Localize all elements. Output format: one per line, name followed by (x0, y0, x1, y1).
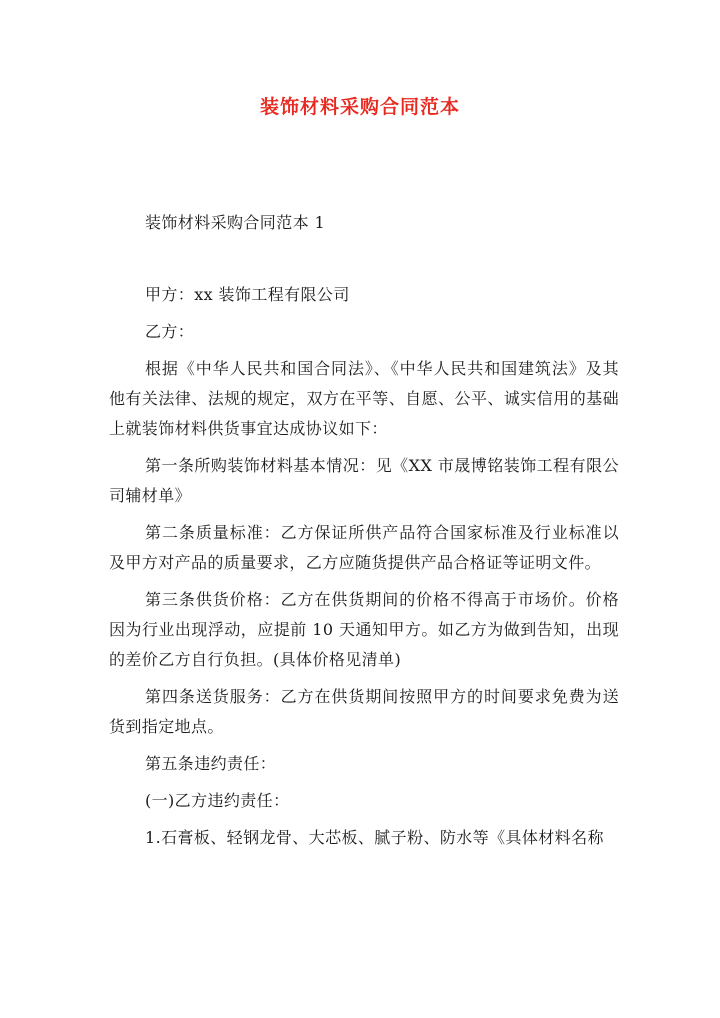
liability-item-1: 1.石膏板、轻钢龙骨、大芯板、腻子粉、防水等《具体材料名称 (145, 828, 604, 847)
contract-body (109, 280, 619, 860)
article-5-heading: 第五条违约责任： (145, 754, 277, 773)
document-title: 装饰材料采购合同范本 (259, 96, 460, 118)
party-a-line: 甲方：xx 装饰工程有限公司 (145, 285, 350, 304)
article-1-paragraph: 第一条所购装饰材料基本情况：见《XX 市晟博铭装饰工程有限公司辅材单》 (109, 456, 619, 505)
contract-subtitle: 装饰材料采购合同范本 1 (145, 213, 326, 232)
party-b-liability-heading: (一)乙方违约责任： (145, 791, 290, 810)
preamble-paragraph: 根据《中华人民共和国合同法》、《中华人民共和国建筑法》及其他有关法律、法规的规定，双方在平等、自愿、公平、诚实信用的基础上就装饰材料供货事宜达成协议如下： (109, 359, 619, 438)
party-b-line: 乙方： (145, 322, 195, 341)
article-2-paragraph: 第二条质量标准：乙方保证所供产品符合国家标准及行业标准以及甲方对产品的质量要求，乙方应随货提供产品合格证等证明文件。 (109, 523, 619, 572)
article-3-paragraph: 第三条供货价格：乙方在供货期间的价格不得高于市场价。价格因为行业出现浮动，应提前 10 天通知甲方。如乙方为做到告知，出现的差价乙方自行负担。(具体价格见清单) (109, 590, 619, 669)
contract-subtitle-block (109, 208, 619, 238)
article-4-paragraph: 第四条送货服务：乙方在供货期间按照甲方的时间要求免费为送货到指定地点。 (109, 687, 619, 736)
